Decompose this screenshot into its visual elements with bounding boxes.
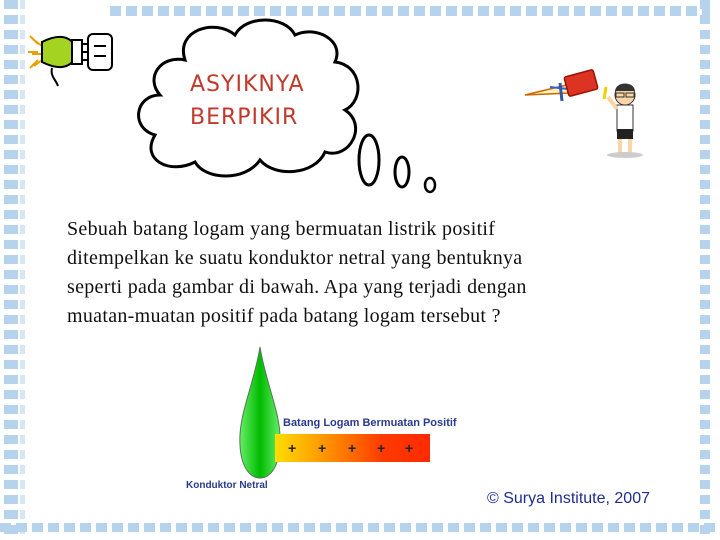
- frame-bottom-border: [0, 523, 720, 532]
- plus-charge: +: [377, 440, 386, 456]
- thought-title: ASYIKNYA BERPIKIR: [190, 72, 305, 130]
- student-with-book-icon: [520, 65, 650, 160]
- plus-charge: +: [405, 440, 414, 456]
- plus-charge: +: [348, 440, 357, 456]
- question-text: Sebuah batang logam yang bermuatan listrik positif ditempelkan ke suatu konduktor netral yang bentuknya seperti pada gambar di bawah. Apa yang terjadi dengan muatan-muatan positif pada batang logam tersebut ?: [67, 218, 527, 327]
- copyright-text: © Surya Institute, 2007: [487, 490, 650, 507]
- frame-right-border: [700, 0, 710, 540]
- conductor-label: Konduktor Netral: [186, 480, 268, 491]
- bar-label: Batang Logam Bermuatan Positif: [283, 417, 457, 429]
- plus-charge: +: [288, 440, 297, 456]
- plus-charge: +: [318, 440, 327, 456]
